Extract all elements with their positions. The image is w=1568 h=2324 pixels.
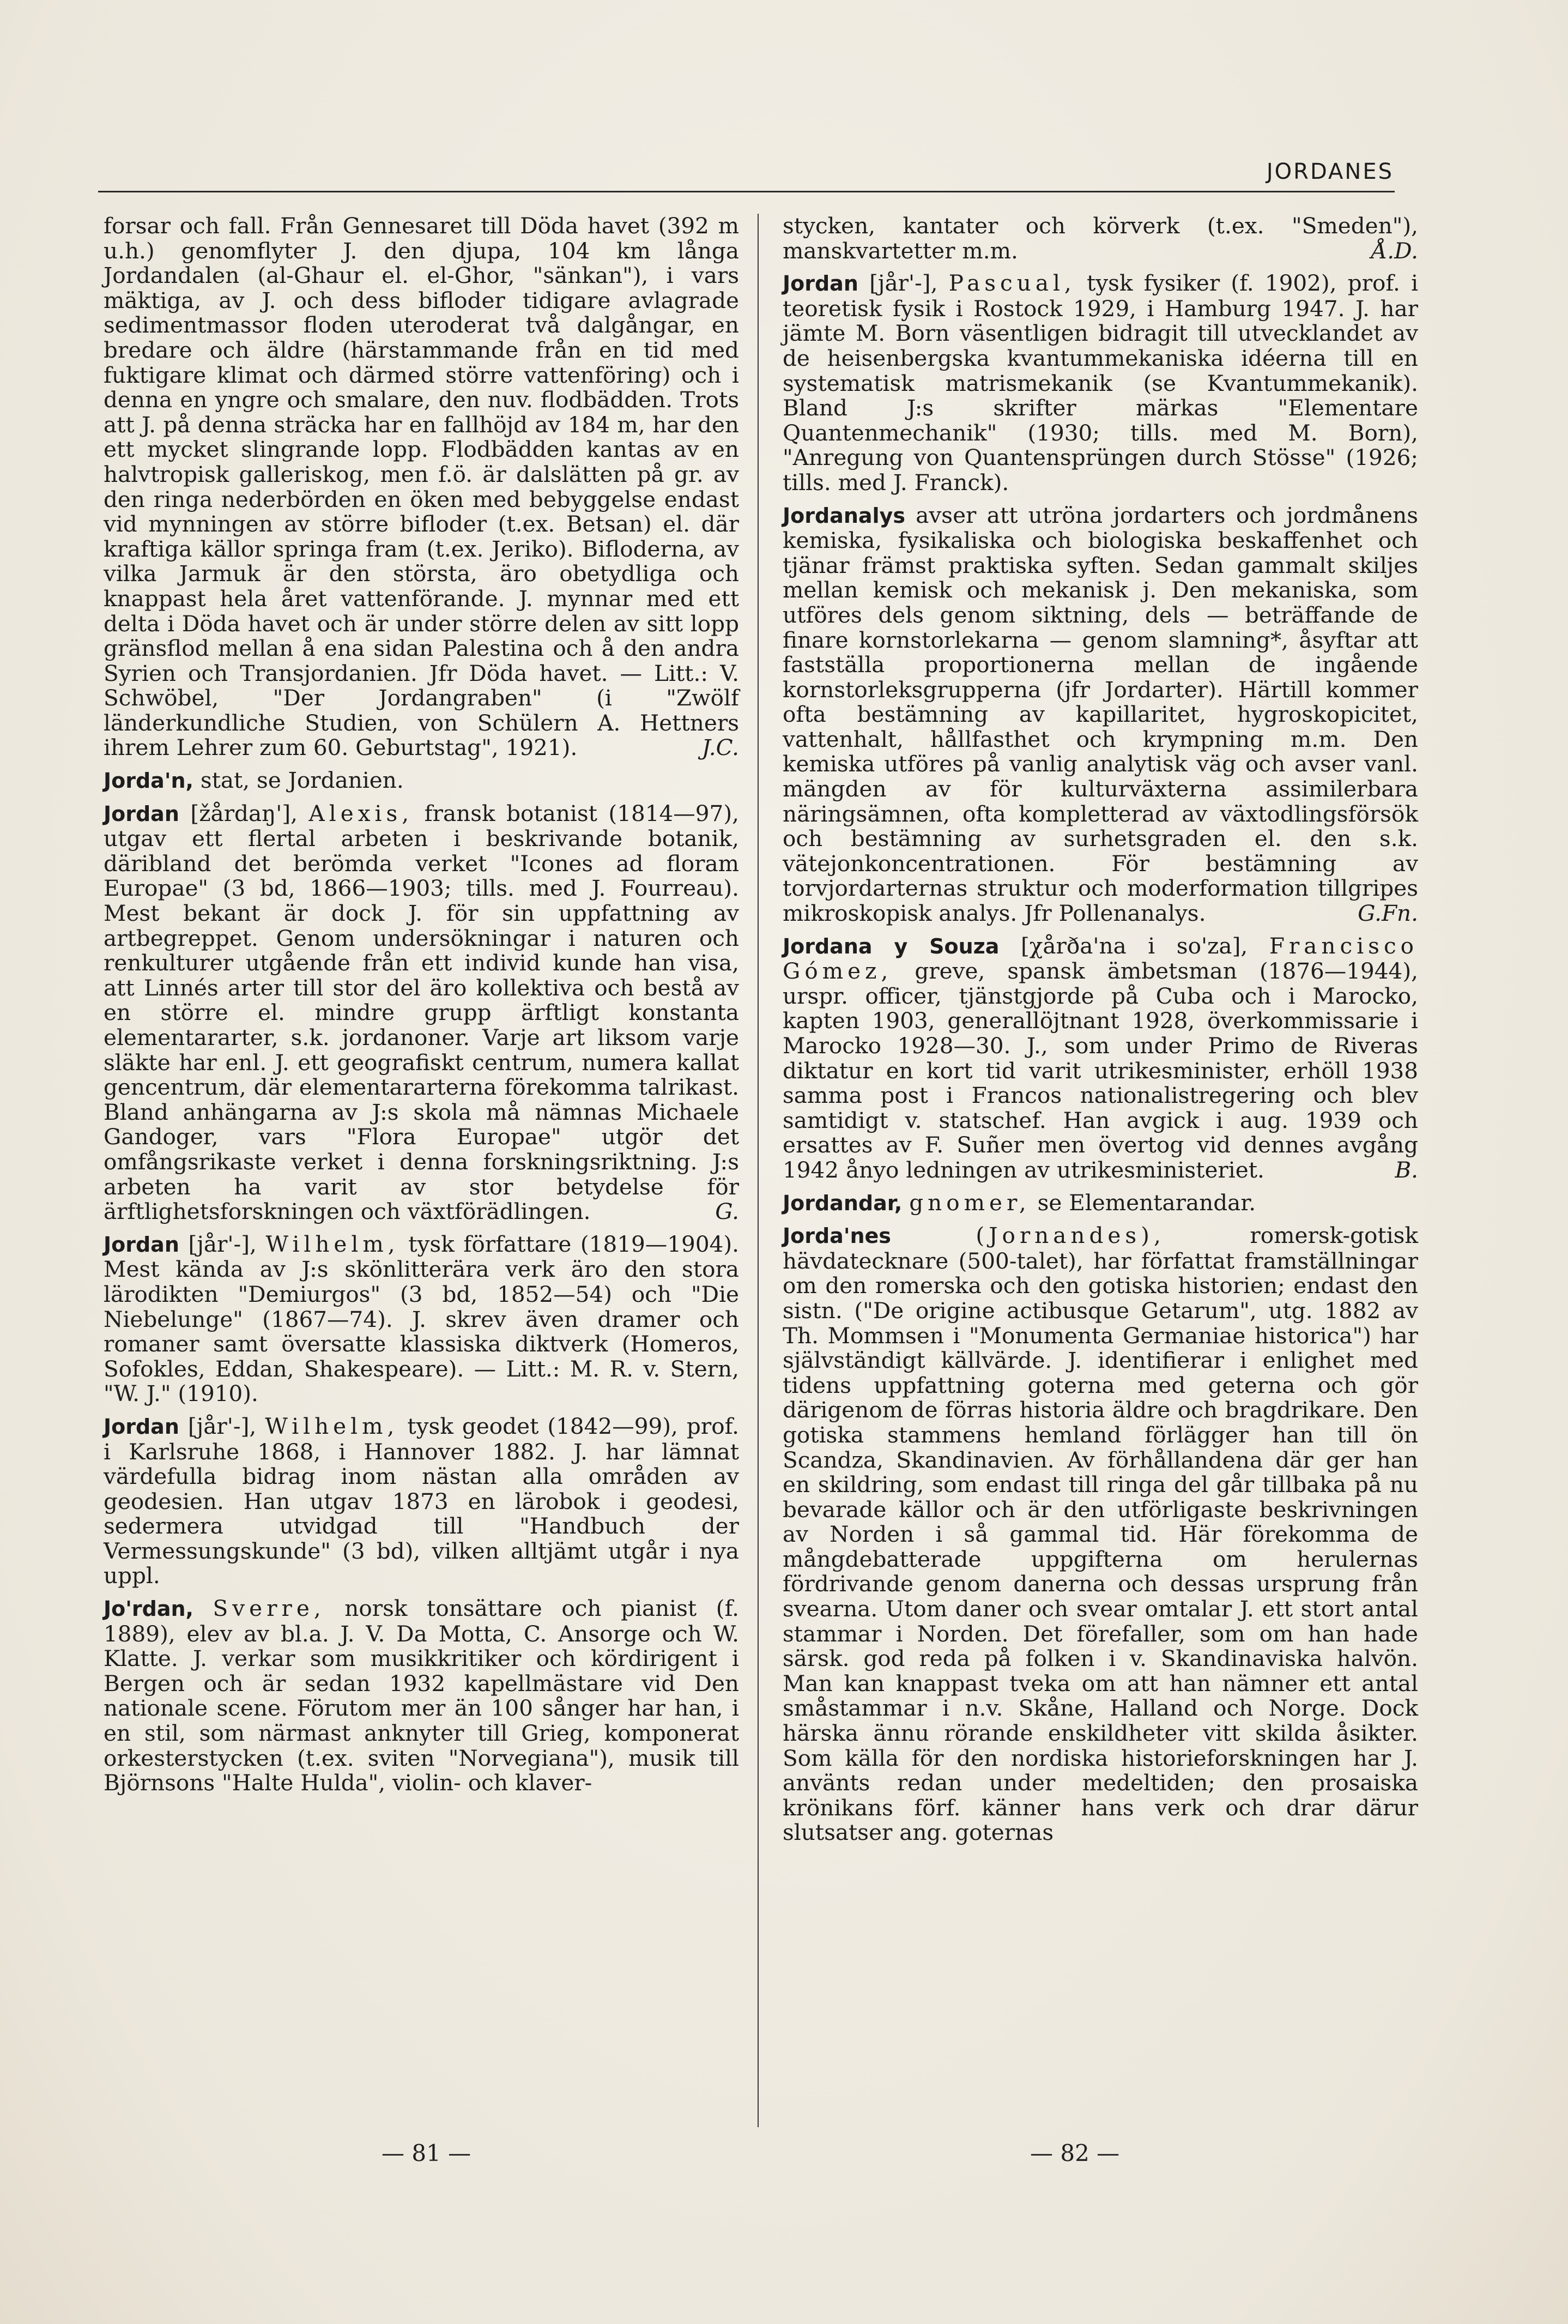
entry-given-name: Alexis, [308,800,414,826]
author-signature: G.Fn. [1358,900,1418,927]
entry-headword: Jorda'n, [104,769,193,793]
right-column [783,214,1418,1845]
entry-pronunciation: [žårdaŋ'], [190,800,298,826]
dictionary-entry [783,503,1418,926]
entry-headword: Jorda'nes [783,1224,891,1248]
column-divider [758,214,759,2127]
entry-pronunciation: [χårða'na i so'za], [1020,932,1248,959]
entry-given-name: (Jornandes), [976,1222,1165,1249]
entry-text: tysk fysiker (f. 1902), prof. i teoretisk fysik i Rostock 1929, i Hamburg 1947. J. har jämte M. Born väsentligen bidragit till utvecklandet av de heisenbergska kvantummekaniska idéerna till en systematisk matrismekanik (se Kvantummekanik). Bland J:s skrifter märkas "Elementare Quantenmechanik" (1930; tills. med M. Born), "Anregung von Quantensprüngen durch Stösse" (1926; tills. med J. Franck). [783,270,1419,496]
entry-text: avser att utröna jordarters och jordmånens kemiska, fysikaliska och biologiska beskaffenhet och tjänar främst praktiska syften. Sedan gammalt skiljes mellan kemisk och mekanisk j. Den mekaniska, som utföres dels genom siktning, dels — beträffande de finare kornstorlekarna — genom slamning*, åsyftar att fastställa proportionerna mellan de ingående kornstorleksgrupperna (jfr Jordarter). Härtill kommer ofta bestämning av kapillaritet, hygroskopicitet, vattenhalt, hållfasthet och krympning m.m. Den kemiska utföres på vanlig analytisk väg och avser vanl. mängden av för kulturväxterna assimilerbara näringsämnen, ofta kompletterad av växtodlingsförsök och bestämning av surhetsgraden el. den s.k. vätejonkoncentrationen. För bestämning av torvjordarternas struktur och moderformation tillgripes mikroskopisk analys. Jfr Pollenanalys. [783,502,1419,927]
entry-text: norsk tonsättare och pianist (f. 1889), elev av bl.a. J. V. Da Motta, C. Ansorge och W. Klatte. J. verkar som musikkritiker och kördirigent i Bergen och är sedan 1932 kapellmästare vid Den nationale scene. Förutom mer än 100 sånger har han, i en stil, som närmast anknyter till Grieg, komponerat orkesterstycken (t.ex. sviten "Norvegiana"), musik till Björnsons "Halte Hulda", violin- och klaver- [104,1595,739,1796]
entry-text: forsar och fall. Från Gennesaret till Döda havet (392 m u.h.) genomflyter J. den djupa, 104 km långa Jordandalen (al-Ghaur el. el-Ghor, "sänkan"), i vars mäktiga, av J. och dess bifloder tidigare avlagrade sedimentmassor floden uteroderat två dalgångar, en bredare och äldre (härstammande från en tid med fuktigare klimat och därmed större vattenföring) och i denna en yngre och smalare, den nuv. flodbädden. Trots att J. på denna sträcka har en fallhöjd av 184 m, har den ett mycket slingrande lopp. Flodbädden kantas av en halvtropisk galleriskog, men f.ö. är dalslätten på gr. av den ringa nederbörden en öken med bebyggelse endast vid mynningen av större bifloder (t.ex. Betsan) el. där kraftiga källor springa fram (t.ex. Jeriko). Bifloderna, av vilka Jarmuk är den största, äro obetydliga och knappast hela året vattenförande. J. mynnar med ett delta i Döda havet och är under större delen av sitt lopp gränsflod mellan å ena sidan Palestina och å den andra Syrien och Transjordanien. Jfr Döda havet. — Litt.: V. Schwöbel, "Der Jordangraben" (i "Zwölf länderkundliche Studien, von Schülern A. Hettners ihrem Lehrer zum 60. Geburtstag", 1921). [104,213,739,761]
entry-pronunciation: [jår'-], [187,1412,257,1439]
author-signature: J.C. [701,734,739,761]
entry-headword: Jordanalys [783,503,905,528]
dictionary-entry [783,271,1418,495]
dictionary-entry [104,1232,739,1407]
entry-headword: Jordandar, [783,1191,903,1215]
entry-given-name: Wilhelm, [265,1230,399,1257]
entry-text: tysk författare (1819—1904). Mest kända av J:s skönlitterära verk äro den stora lärodikten "Demiurgos" (3 bd, 1852—54) och "Die Niebelunge" (1867—74). J. skrev även dramer och romaner samt översatte klassiska diktverk (Homeros, Sofokles, Eddan, Shakespeare). — Litt.: M. R. v. Stern, "W. J." (1910). [104,1230,740,1407]
entry-text: romersk-gotisk hävdatecknare (500-talet), har författat framställningar om den romerska och den gotiska historien; endast den sistn. ("De origine actibusque Getarum", utg. 1882 av Th. Mommsen i "Monumenta Germaniae historica") har självständigt källvärde. J. identifierar i enlighet med tidens uppfattning goterna med geterna och gör därigenom de förras historia äldre och bragdrikare. Den gotiska stammens hemland förlägger han till ön Scandza, Skandinavien. Av förhållandena där ger han en skildring, som endast till ringa del går tillbaka på nu bevarade källor och är den utförligaste beskrivningen av Norden i så gammal tid. Här förekomma de mångdebatterade uppgifterna om herulernas fördrivande genom danerna och dessas ursprung från svearna. Utom daner och svear omtalar J. ett stort antal stammar i Norden. Det förefaller, som om han hade särsk. god reda på folken i v. Skandinaviska halvön. Man kan knappast tveka om att han nämner ett antal småstammar i n.v. Skåne, Halland och Norge. Dock härska ännu rörande enskildheter vitt skilda åsikter. Som källa för den nordiska historieforskningen har J. använts redan under medeltiden; den prosaiska krönikans förf. känner hans verk och drar därur slutsatser ang. goternas [783,1222,1418,1846]
entry-text: fransk botanist (1814—97), utgav ett flertal arbeten i beskrivande botanik, däribland det berömda verket "Icones ad floram Europae" (3 bd, 1866—1903; tills. med J. Fourreau). Mest bekant är dock J. för sin uppfattning av artbegreppet. Genom undersökningar i naturen och renkulturer utgående från ett individ kunde han visa, att Linnés arter till stor del äro kollektiva och bestå av en större el. mindre grupp ärftligt konstanta elementararter, s.k. jordanoner. Varje art liksom varje släkte har enl. J. ett geografiskt centrum, numera kallat gencentrum, där elementararterna förekomma talrikast. Bland anhängarna av J:s skola må nämnas Michaele Gandoger, vars "Flora Europae" utgör det omfångsrikaste verket i denna forskningsriktning. J:s arbeten ha varit av stor betydelse för ärftlighetsforskningen och växtförädlingen. [104,800,740,1225]
entry-continuation [104,214,739,760]
entry-text: tysk geodet (1842—99), prof. i Karlsruhe 1868, i Hannover 1882. J. har lämnat värdefulla bidrag inom nästan alla områden av geodesien. Han utgav 1873 en lärobok i geodesi, sedermera utvidgad till "Handbuch der Vermessungskunde" (3 bd), vilken alltjämt utgår i nya uppl. [104,1412,740,1589]
entry-text: stat, se Jordanien. [200,767,404,794]
entry-headword: Jordan [104,801,179,826]
entry-pronunciation: [jår'-], [869,270,938,297]
entry-text: greve, spansk ämbetsman (1876—1944), urspr. officer, tjänstgjorde på Cuba och i Marocko, kapten 1903, generallöjtnant 1928, överkommissarie i Marocko 1928—30. J., som under Primo de Riveras diktatur en kort tid varit utrikesminister, erhöll 1938 samma post i Francos nationalistregering och blev samtidigt v. statschef. Han avgick i aug. 1939 och ersattes av F. Suñer men övertog vid dennes avgång 1942 ånyo ledningen av utrikesministeriet. [783,958,1418,1183]
entry-given-name: gnomer, [909,1189,1031,1216]
author-signature: B. [1395,1156,1418,1183]
entry-headword: Jordan [104,1232,179,1257]
entry-text: stycken, kantater och körverk (t.ex. "Smeden"), manskvartetter m.m. [783,213,1418,264]
author-signature: G. [715,1198,739,1225]
entry-headword: Jordan [783,271,858,296]
author-signature: Å.D. [1371,237,1418,264]
header-rule [98,191,1395,192]
entry-text: se Elementarandar. [1037,1189,1256,1216]
entry-continuation [783,214,1418,263]
dictionary-entry [104,1414,739,1589]
entry-given-name: Pascual, [948,270,1076,297]
running-head: JORDANES [1266,159,1394,184]
entry-headword: Jo'rdan, [104,1597,193,1621]
entry-headword: Jordana y Souza [783,934,1000,958]
entry-headword: Jordan [104,1414,179,1439]
dictionary-entry [104,1596,739,1796]
dictionary-entry [783,1191,1418,1216]
page-number-right: — 82 — [1030,2140,1120,2166]
dictionary-entry [783,1223,1418,1845]
entry-given-name: Wilhelm, [265,1412,399,1439]
entry-given-name: Francisco Gómez, [783,932,1419,985]
entry-pronunciation: [jår'-], [188,1230,257,1257]
dictionary-entry [104,801,739,1224]
dictionary-entry [104,768,739,794]
entry-given-name: Sverre, [213,1595,325,1622]
page-number-left: — 81 — [382,2140,471,2166]
dictionary-entry [783,934,1418,1183]
left-column [104,214,739,1796]
